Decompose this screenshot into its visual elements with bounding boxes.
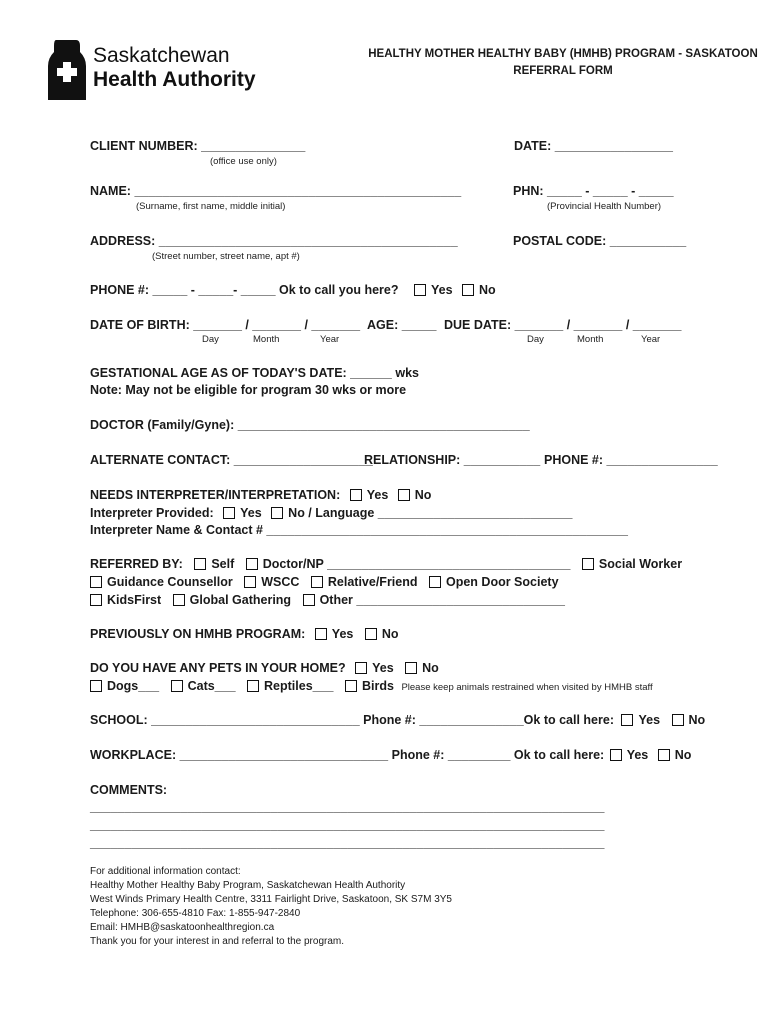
interpreter-language-field[interactable]: No / Language ____________________________	[288, 506, 573, 520]
relationship-field[interactable]: RELATIONSHIP: ___________	[364, 453, 541, 467]
phn-note: (Provincial Health Number)	[547, 201, 662, 212]
pets-dogs-checkbox[interactable]	[90, 680, 102, 692]
referred-other-field[interactable]: Other ______________________________	[319, 593, 565, 607]
school-ok-no-label: No	[688, 713, 706, 727]
referred-self-label: Self	[211, 557, 235, 571]
interpreter-provided-row	[90, 506, 572, 520]
interpreter-needs-yes-label: Yes	[366, 488, 389, 502]
interpreter-needs-yes-checkbox[interactable]	[350, 489, 362, 501]
gestational-note: Note: May not be eligible for program 30 wks or more	[90, 383, 407, 397]
comments-label: COMMENTS:	[90, 783, 168, 797]
referred-relative-label: Relative/Friend	[327, 575, 418, 589]
pets-row2	[90, 679, 653, 693]
pets-cats-checkbox[interactable]	[171, 680, 183, 692]
referred-by-label: REFERRED BY:	[90, 557, 183, 571]
pets-reptiles-label[interactable]: Reptiles___	[264, 679, 334, 693]
phone-ok-no-checkbox[interactable]	[462, 284, 474, 296]
referred-wscc-label: WSCC	[261, 575, 300, 589]
postal-code-field[interactable]: POSTAL CODE: ___________	[513, 234, 687, 248]
pets-label: DO YOU HAVE ANY PETS IN YOUR HOME?	[90, 661, 346, 675]
referred-opendoor-checkbox[interactable]	[429, 576, 441, 588]
school-ok-no-checkbox[interactable]	[672, 714, 684, 726]
interpreter-needs-row	[90, 488, 431, 502]
comments-line-2[interactable]: __________________________________________________________________________	[90, 818, 605, 832]
due-day: Day	[527, 334, 544, 345]
referred-other-checkbox[interactable]	[303, 594, 315, 606]
interpreter-provided-label: Interpreter Provided:	[90, 506, 214, 520]
footer-email[interactable]: Email: HMHB@saskatoonhealthregion.ca	[90, 922, 275, 933]
referred-doctor-checkbox[interactable]	[246, 558, 258, 570]
phone-row	[90, 283, 496, 297]
address-field[interactable]: ADDRESS: ___________________________________________	[90, 234, 458, 248]
footer-line3: West Winds Primary Health Centre, 3311 Fairlight Drive, Saskatoon, SK S7M 3Y5	[90, 894, 452, 905]
referred-opendoor-label: Open Door Society	[446, 575, 559, 589]
interpreter-needs-label: NEEDS INTERPRETER/INTERPRETATION:	[90, 488, 341, 502]
phone-ok-no-label: No	[479, 283, 496, 297]
referred-row3	[90, 593, 565, 607]
logo-line2: Health Authority	[93, 68, 256, 91]
workplace-ok-yes-label: Yes	[626, 748, 649, 762]
form-title-line2: REFERRAL FORM	[513, 65, 613, 77]
school-row	[90, 713, 705, 727]
referred-guidance-checkbox[interactable]	[90, 576, 102, 588]
client-number-note: (office use only)	[210, 156, 277, 167]
school-ok-yes-label: Yes	[638, 713, 661, 727]
interpreter-needs-no-label: No	[414, 488, 432, 502]
pets-birds-label: Birds	[362, 679, 394, 693]
footer-contact	[90, 865, 452, 949]
phone-ok-yes-checkbox[interactable]	[414, 284, 426, 296]
referred-wscc-checkbox[interactable]	[244, 576, 256, 588]
phn-field[interactable]: PHN: _____ - _____ - _____	[513, 184, 674, 198]
dob-month: Month	[253, 334, 280, 345]
name-field[interactable]: NAME: _______________________________________________	[90, 184, 462, 198]
comments-line-3[interactable]: __________________________________________________________________________	[90, 836, 605, 850]
form-title	[362, 46, 764, 80]
sha-shield-cross-icon	[48, 40, 86, 100]
referred-relative-checkbox[interactable]	[311, 576, 323, 588]
school-field[interactable]: SCHOOL: ______________________________ Phone #: _______________Ok to call here:	[90, 713, 614, 727]
pets-yes-checkbox[interactable]	[355, 662, 367, 674]
name-note: (Surname, first name, middle initial)	[136, 201, 286, 212]
referred-self-checkbox[interactable]	[194, 558, 206, 570]
dob-field[interactable]: DATE OF BIRTH: _______ / _______ / _______	[90, 318, 361, 332]
alternate-phone-field[interactable]: PHONE #: ________________	[544, 453, 718, 467]
comments-line-1[interactable]: __________________________________________________________________________	[90, 800, 605, 814]
workplace-ok-no-checkbox[interactable]	[658, 749, 670, 761]
due-date-field[interactable]: DUE DATE: _______ / _______ / _______	[444, 318, 682, 332]
pets-no-checkbox[interactable]	[405, 662, 417, 674]
referred-doctor-field[interactable]: Doctor/NP ___________________________________	[262, 557, 571, 571]
form-title-line1: HEALTHY MOTHER HEALTHY BABY (HMHB) PROGRAM - SASKATOON	[368, 48, 758, 60]
pets-row1	[90, 661, 439, 675]
pets-yes-label: Yes	[372, 661, 394, 675]
workplace-ok-yes-checkbox[interactable]	[610, 749, 622, 761]
gestational-age-field[interactable]: GESTATIONAL AGE AS OF TODAY'S DATE: ______ wks	[90, 366, 419, 380]
pets-birds-checkbox[interactable]	[345, 680, 357, 692]
previous-yes-checkbox[interactable]	[315, 628, 327, 640]
pets-dogs-label[interactable]: Dogs___	[107, 679, 160, 693]
previous-yes-label: Yes	[331, 627, 354, 641]
age-field[interactable]: AGE: _____	[367, 318, 437, 332]
interpreter-provided-yes-label: Yes	[240, 506, 262, 520]
pets-reptiles-checkbox[interactable]	[247, 680, 259, 692]
referred-guidance-label: Guidance Counsellor	[107, 575, 233, 589]
footer-line4: Telephone: 306-655-4810 Fax: 1-855-947-2840	[90, 908, 301, 919]
phone-ok-yes-label: Yes	[430, 283, 453, 297]
logo-line1: Saskatchewan	[93, 44, 230, 67]
interpreter-contact-field[interactable]: Interpreter Name & Contact # ____________________________________________________	[90, 523, 628, 537]
dob-day: Day	[202, 334, 219, 345]
referred-kidsfirst-checkbox[interactable]	[90, 594, 102, 606]
pets-cats-label[interactable]: Cats___	[187, 679, 236, 693]
referred-row2	[90, 575, 559, 589]
interpreter-provided-no-checkbox[interactable]	[271, 507, 283, 519]
interpreter-provided-yes-checkbox[interactable]	[223, 507, 235, 519]
school-ok-yes-checkbox[interactable]	[621, 714, 633, 726]
referred-kidsfirst-label: KidsFirst	[107, 593, 162, 607]
referred-social-worker-checkbox[interactable]	[582, 558, 594, 570]
referred-row1	[90, 557, 682, 571]
alternate-contact-field[interactable]: ALTERNATE CONTACT: ____________________	[90, 453, 373, 467]
previous-row	[90, 627, 399, 641]
previous-label: PREVIOUSLY ON HMHB PROGRAM:	[90, 627, 306, 641]
workplace-ok-no-label: No	[674, 748, 692, 762]
referred-social-worker-label: Social Worker	[598, 557, 683, 571]
footer-line1: For additional information contact:	[90, 866, 241, 877]
client-number-field[interactable]: CLIENT NUMBER: _______________	[90, 139, 306, 153]
due-year: Year	[641, 334, 661, 345]
interpreter-needs-no-checkbox[interactable]	[398, 489, 410, 501]
address-note: (Street number, street name, apt #)	[152, 251, 300, 262]
workplace-field[interactable]: WORKPLACE: ______________________________ Phone #: _________ Ok to call here:	[90, 748, 605, 762]
previous-no-checkbox[interactable]	[365, 628, 377, 640]
referred-global-label: Global Gathering	[189, 593, 292, 607]
previous-no-label: No	[381, 627, 399, 641]
pets-no-label: No	[422, 661, 439, 675]
footer-line2: Healthy Mother Healthy Baby Program, Saskatchewan Health Authority	[90, 880, 406, 891]
doctor-field[interactable]: DOCTOR (Family/Gyne): __________________________________________	[90, 418, 530, 432]
date-field[interactable]: DATE: _________________	[514, 139, 673, 153]
workplace-row	[90, 748, 691, 762]
phone-field[interactable]: PHONE #: _____ - _____- _____ Ok to call you here?	[90, 283, 399, 297]
referred-global-checkbox[interactable]	[173, 594, 185, 606]
footer-line6: Thank you for your interest in and referral to the program.	[90, 936, 345, 947]
pets-note: Please keep animals restrained when visited by HMHB staff	[401, 682, 653, 693]
due-month: Month	[577, 334, 604, 345]
dob-year: Year	[320, 334, 340, 345]
